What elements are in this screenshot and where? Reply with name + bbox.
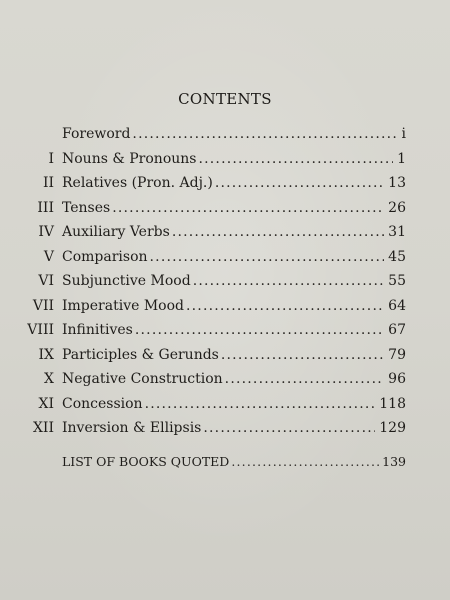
chapter-title: Infinitives — [62, 322, 133, 338]
page-number: 13 — [388, 175, 406, 191]
chapter-number: VI — [38, 273, 54, 289]
dot-leader — [172, 222, 384, 242]
chapter-title: Comparison — [62, 248, 148, 265]
page-number: 96 — [388, 371, 406, 387]
page-number: 129 — [379, 420, 406, 436]
dot-leader — [221, 345, 384, 365]
dot-leader — [145, 394, 376, 414]
toc-row — [0, 320, 450, 340]
toc-row — [0, 198, 450, 218]
chapter-title: Imperative Mood — [62, 297, 184, 314]
chapter-title: Negative Construction — [62, 371, 223, 387]
toc-row — [0, 345, 450, 365]
dot-leader — [231, 452, 380, 472]
books-quoted-label: LIST OF BOOKS QUOTED — [62, 454, 230, 469]
chapter-number: VII — [32, 297, 54, 314]
dot-leader — [186, 296, 384, 316]
chapter-number: V — [43, 248, 54, 265]
chapter-title: Auxiliary Verbs — [62, 224, 170, 240]
chapter-number: IV — [38, 224, 54, 240]
chapter-number: VIII — [27, 322, 54, 338]
dot-leader — [198, 149, 393, 169]
page-number: i — [401, 126, 406, 142]
chapter-number: IX — [38, 346, 54, 363]
chapter-number: X — [44, 371, 54, 387]
chapter-title: Inversion & Ellipsis — [62, 420, 202, 436]
toc-row — [0, 222, 450, 242]
page-number: 31 — [388, 224, 406, 240]
toc-row — [0, 418, 450, 438]
page-number: 64 — [388, 297, 406, 314]
chapter-title: Nouns & Pronouns — [62, 150, 197, 167]
dot-leader — [132, 124, 397, 144]
page-number: 45 — [388, 248, 406, 265]
chapter-number: II — [42, 175, 54, 191]
chapter-title: Subjunctive Mood — [62, 273, 191, 289]
chapter-number: III — [37, 199, 54, 216]
toc-row — [0, 271, 450, 291]
chapter-title: Participles & Gerunds — [62, 346, 219, 363]
page-number: 55 — [388, 273, 406, 289]
page-number: 1 — [397, 150, 406, 167]
page-number: 26 — [388, 199, 406, 216]
page-number: 118 — [379, 395, 406, 412]
chapter-number: XII — [32, 420, 54, 436]
page-number: 139 — [382, 454, 406, 469]
toc-row — [0, 296, 450, 316]
dot-leader — [112, 198, 384, 218]
toc-row — [0, 394, 450, 414]
dot-leader — [225, 369, 385, 389]
chapter-title: Concession — [62, 395, 143, 412]
toc-row — [0, 369, 450, 389]
dot-leader — [150, 247, 385, 267]
books-quoted-row — [62, 452, 406, 472]
toc-row — [0, 247, 450, 267]
dot-leader — [215, 173, 384, 193]
chapter-number: XI — [38, 395, 54, 412]
dot-leader — [135, 320, 384, 340]
toc-row — [0, 149, 450, 169]
dot-leader — [193, 271, 384, 291]
page-number: 67 — [388, 322, 406, 338]
toc-row — [0, 124, 450, 144]
page-number: 79 — [388, 346, 406, 363]
page-title: CONTENTS — [178, 90, 272, 108]
chapter-title: Foreword — [62, 126, 131, 142]
chapter-title: Tenses — [62, 199, 111, 216]
toc-row — [0, 173, 450, 193]
dot-leader — [203, 418, 375, 438]
chapter-title: Relatives (Pron. Adj.) — [62, 175, 213, 191]
chapter-number: I — [48, 150, 54, 167]
